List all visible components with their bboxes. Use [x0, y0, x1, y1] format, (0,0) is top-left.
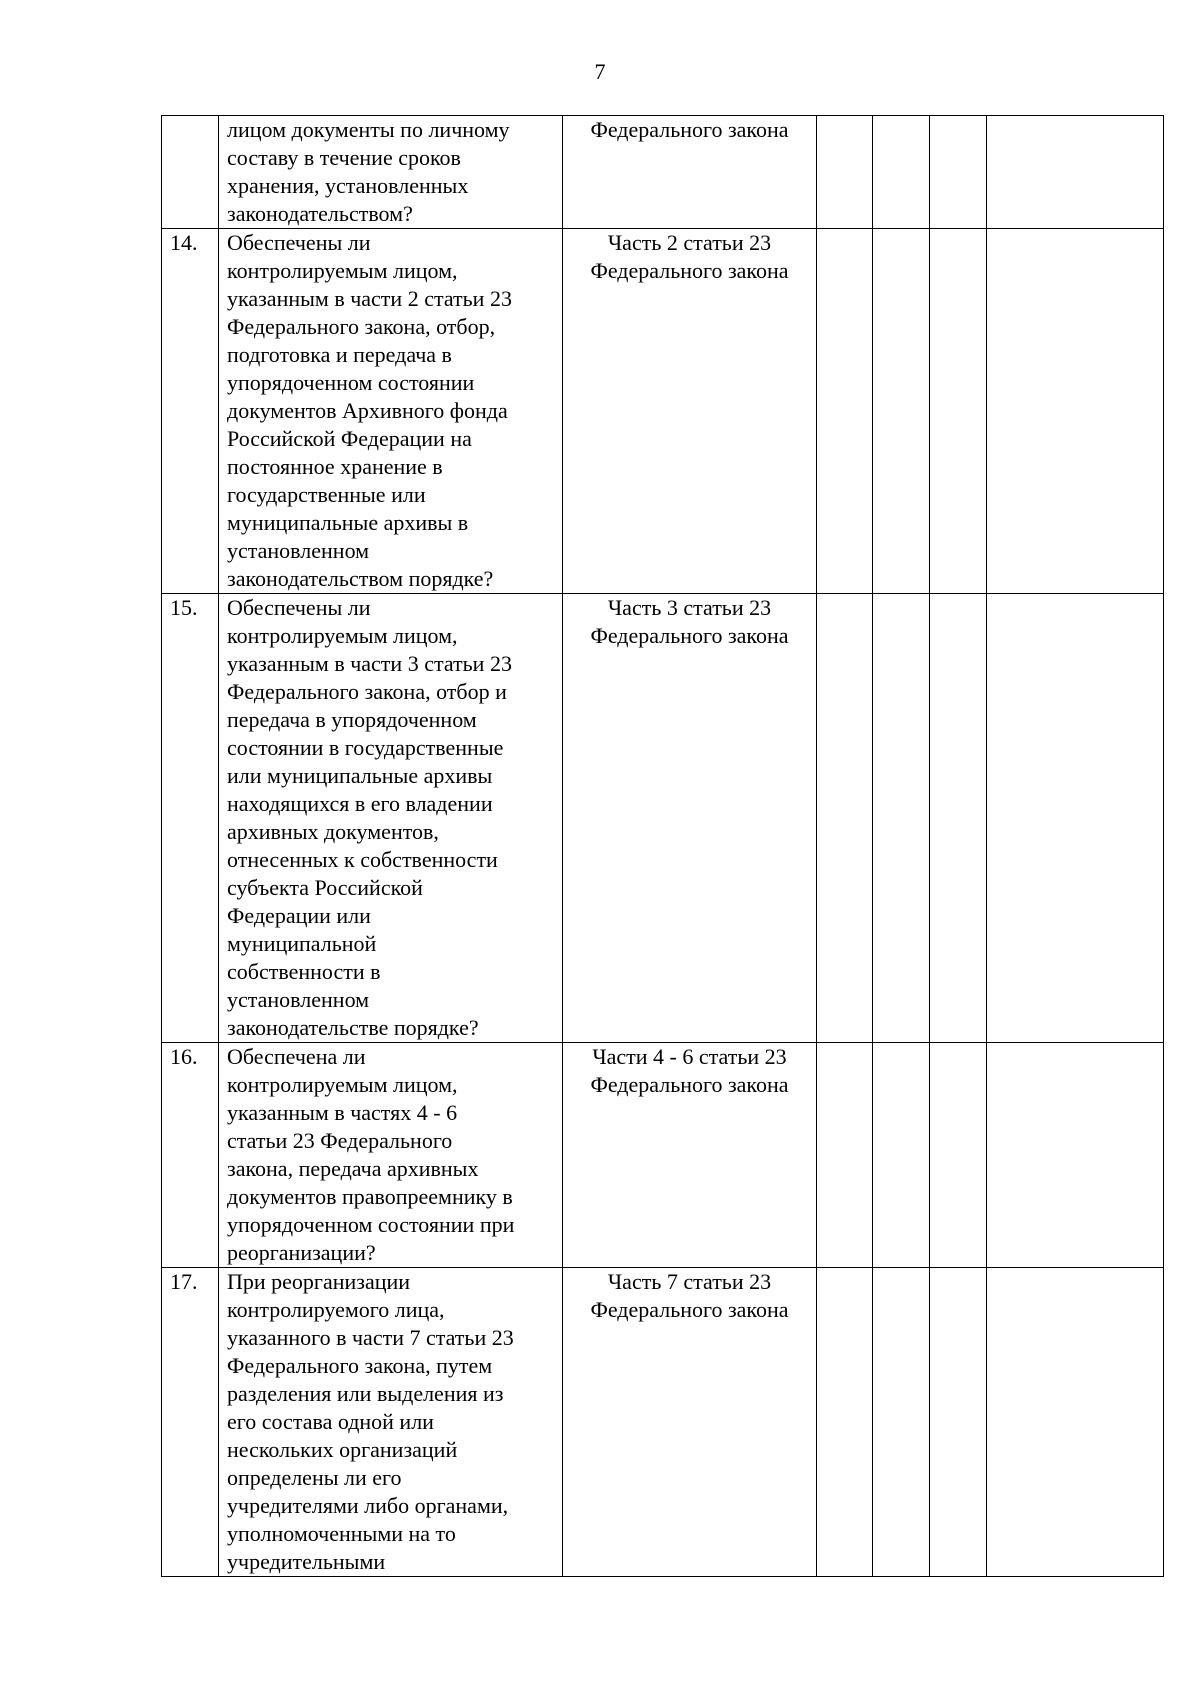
- legal-reference-line: Федерального закона: [590, 1297, 789, 1322]
- table-row: [162, 1268, 1164, 1577]
- item-number-cell: [162, 594, 219, 1043]
- answer-yes-cell: [817, 1043, 873, 1268]
- question-line: муниципальной: [227, 931, 377, 956]
- question-line: или муниципальные архивы: [227, 763, 493, 788]
- note-cell: [987, 1268, 1164, 1577]
- question-line: указанным в части 3 статьи 23: [227, 651, 512, 676]
- question-line: законодательстве порядке?: [227, 1015, 479, 1040]
- question-line: Обеспечены ли: [227, 230, 371, 255]
- answer-na-cell: [930, 594, 987, 1043]
- question-line: документов правопреемнику в: [227, 1184, 513, 1209]
- question-line: Обеспечены ли: [227, 595, 371, 620]
- question-line: При реорганизации: [227, 1269, 411, 1294]
- item-number-cell: [162, 1268, 219, 1577]
- answer-yes-cell: [817, 1268, 873, 1577]
- question-line: законодательством?: [227, 201, 413, 226]
- question-line: архивных документов,: [227, 819, 439, 844]
- legal-reference-line: Часть 3 статьи 23: [607, 595, 772, 620]
- table-row: [162, 594, 1164, 1043]
- legal-reference-line: Федерального закона: [590, 258, 789, 283]
- question-cell: [219, 116, 563, 229]
- question-line: находящихся в его владении: [227, 791, 493, 816]
- legal-reference-cell: [563, 116, 817, 229]
- answer-no-cell: [873, 116, 930, 229]
- legal-reference-line: Части 4 - 6 статьи 23: [592, 1044, 787, 1069]
- question-line: государственные или: [227, 482, 426, 507]
- question-line: Федерального закона, отбор,: [227, 314, 496, 339]
- question-line: уполномоченными на то: [227, 1521, 456, 1546]
- question-line: Российской Федерации на: [227, 426, 472, 451]
- answer-yes-cell: [817, 229, 873, 594]
- question-line: контролируемого лица,: [227, 1297, 445, 1322]
- legal-reference-cell: [563, 1043, 817, 1268]
- item-number: 17.: [170, 1269, 198, 1294]
- answer-no-cell: [873, 229, 930, 594]
- question-line: документов Архивного фонда: [227, 398, 508, 423]
- answer-na-cell: [930, 229, 987, 594]
- question-line: субъекта Российской: [227, 875, 423, 900]
- question-line: установленном: [227, 538, 370, 563]
- question-line: Федерального закона, путем: [227, 1353, 493, 1378]
- note-cell: [987, 594, 1164, 1043]
- legal-reference-line: Федерального закона: [590, 623, 789, 648]
- answer-na-cell: [930, 1268, 987, 1577]
- question-line: указанным в частях 4 - 6: [227, 1100, 458, 1125]
- item-number: 16.: [170, 1044, 198, 1069]
- note-cell: [987, 116, 1164, 229]
- question-line: Федерации или: [227, 903, 371, 928]
- question-line: лицом документы по личному: [227, 117, 510, 142]
- note-cell: [987, 229, 1164, 594]
- question-line: статьи 23 Федерального: [227, 1128, 453, 1153]
- question-line: установленном: [227, 987, 370, 1012]
- question-cell: [219, 594, 563, 1043]
- question-cell: [219, 229, 563, 594]
- question-line: реорганизации?: [227, 1240, 376, 1265]
- note-cell: [987, 1043, 1164, 1268]
- legal-reference-line: Часть 2 статьи 23: [607, 230, 772, 255]
- legal-reference-cell: [563, 229, 817, 594]
- legal-reference-cell: [563, 594, 817, 1043]
- question-line: учредителями либо органами,: [227, 1493, 509, 1518]
- question-line: учредительными: [227, 1549, 386, 1574]
- legal-reference-line: Федерального закона: [590, 1072, 789, 1097]
- answer-yes-cell: [817, 594, 873, 1043]
- question-line: передача в упорядоченном: [227, 707, 477, 732]
- question-line: составу в течение сроков: [227, 145, 461, 170]
- item-number: 14.: [170, 230, 198, 255]
- question-line: указанным в части 2 статьи 23: [227, 286, 512, 311]
- answer-na-cell: [930, 116, 987, 229]
- question-line: законодательством порядке?: [227, 566, 494, 591]
- question-line: контролируемым лицом,: [227, 1072, 458, 1097]
- item-number-cell: [162, 229, 219, 594]
- question-line: контролируемым лицом,: [227, 258, 458, 283]
- question-line: подготовка и передача в: [227, 342, 452, 367]
- question-cell: [219, 1268, 563, 1577]
- question-line: контролируемым лицом,: [227, 623, 458, 648]
- question-line: нескольких организаций: [227, 1437, 458, 1462]
- question-line: упорядоченном состоянии: [227, 370, 475, 395]
- answer-na-cell: [930, 1043, 987, 1268]
- table-row: [162, 116, 1164, 229]
- answer-no-cell: [873, 1043, 930, 1268]
- question-line: отнесенных к собственности: [227, 847, 498, 872]
- question-line: указанного в части 7 статьи 23: [227, 1325, 514, 1350]
- question-line: его состава одной или: [227, 1409, 434, 1434]
- checklist-table: [161, 115, 1164, 1577]
- question-line: Обеспечена ли: [227, 1044, 366, 1069]
- table-row: [162, 229, 1164, 594]
- question-line: хранения, установленных: [227, 173, 469, 198]
- legal-reference-cell: [563, 1268, 817, 1577]
- question-line: разделения или выделения из: [227, 1381, 504, 1406]
- legal-reference-line: Федерального закона: [590, 117, 789, 142]
- question-line: Федерального закона, отбор и: [227, 679, 507, 704]
- question-line: состоянии в государственные: [227, 735, 504, 760]
- item-number-cell: [162, 116, 219, 229]
- question-line: закона, передача архивных: [227, 1156, 479, 1181]
- question-line: упорядоченном состоянии при: [227, 1212, 515, 1237]
- question-line: определены ли его: [227, 1465, 402, 1490]
- item-number-cell: [162, 1043, 219, 1268]
- question-line: постоянное хранение в: [227, 454, 443, 479]
- table-row: [162, 1043, 1164, 1268]
- answer-yes-cell: [817, 116, 873, 229]
- question-line: муниципальные архивы в: [227, 510, 469, 535]
- answer-no-cell: [873, 594, 930, 1043]
- page-number: 7: [594, 59, 606, 84]
- item-number: 15.: [170, 595, 198, 620]
- question-cell: [219, 1043, 563, 1268]
- question-line: собственности в: [227, 959, 381, 984]
- legal-reference-line: Часть 7 статьи 23: [607, 1269, 772, 1294]
- answer-no-cell: [873, 1268, 930, 1577]
